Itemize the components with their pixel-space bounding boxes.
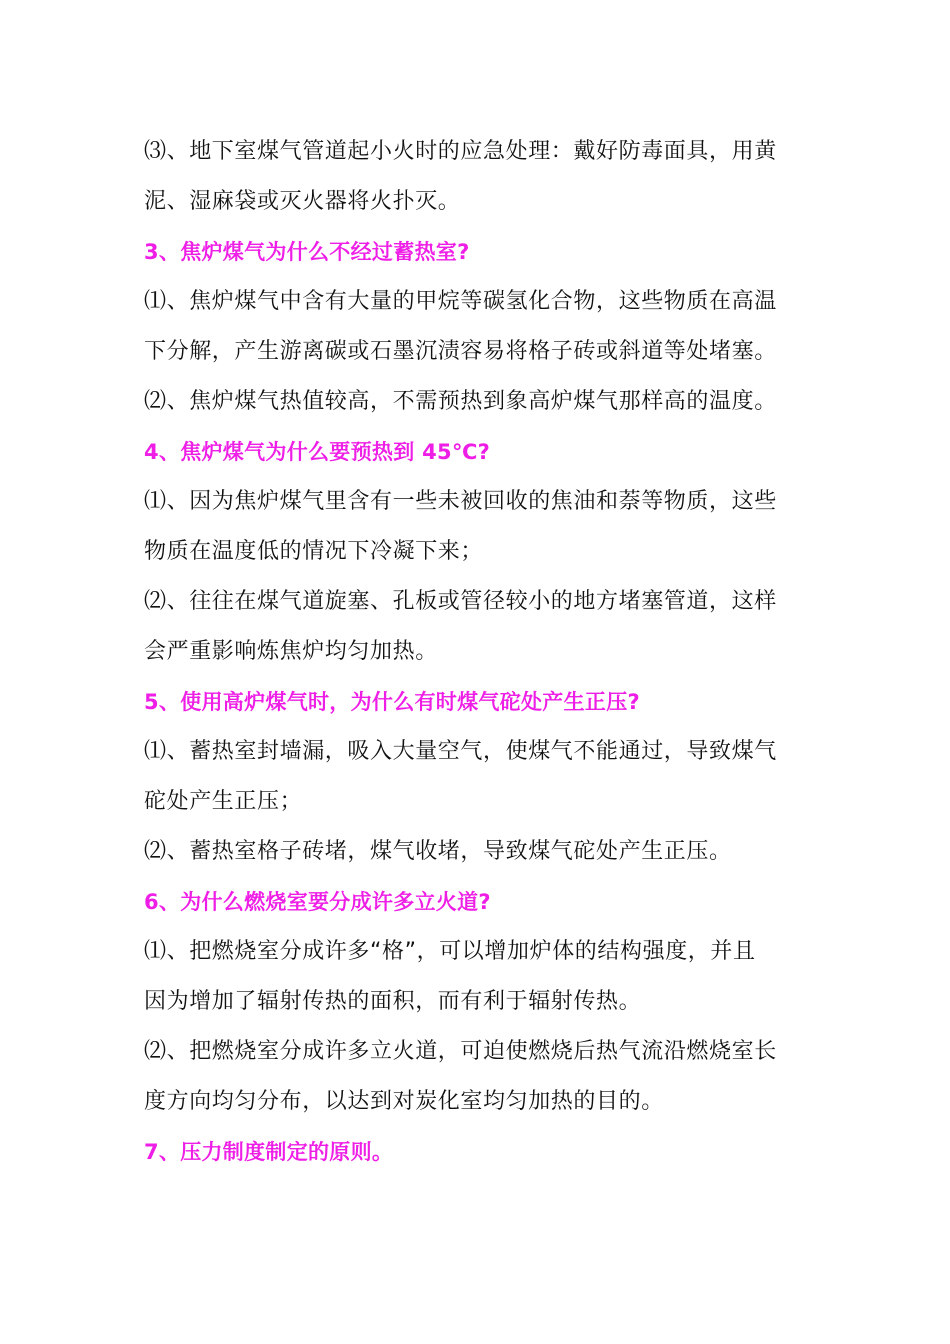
document-body (144, 127, 808, 1177)
question-heading: 4、焦炉煤气为什么要预热到 45℃? (144, 440, 491, 464)
question-heading: 6、为什么燃烧室要分成许多立火道? (144, 890, 491, 914)
paragraph-line: ⑵、蓄热室格子砖堵，煤气收堵，导致煤气砣处产生正压。 (144, 839, 732, 864)
paragraph-line: ⑵、焦炉煤气热值较高，不需预热到象高炉煤气那样高的温度。 (144, 389, 777, 414)
paragraph-line: ⑵、往往在煤气道旋塞、孔板或管径较小的地方堵塞管道，这样 (144, 589, 777, 614)
paragraph-line: 下分解，产生游离碳或石墨沉渍容易将格子砖或斜道等处堵塞。 (144, 339, 777, 364)
paragraph-line: 砣处产生正压； (144, 789, 303, 814)
paragraph-line: 因为增加了辐射传热的面积，而有利于辐射传热。 (144, 989, 642, 1014)
paragraph-line: 会严重影响炼焦炉均匀加热。 (144, 639, 438, 664)
paragraph-line: 泥、湿麻袋或灭火器将火扑灭。 (144, 189, 461, 214)
paragraph-line: ⑴、蓄热室封墙漏，吸入大量空气，使煤气不能通过，导致煤气 (144, 739, 777, 764)
paragraph-line: 度方向均匀分布，以达到对炭化室均匀加热的目的。 (144, 1089, 664, 1114)
question-heading: 5、使用高炉煤气时，为什么有时煤气砣处产生正压? (144, 690, 640, 714)
question-heading: 7、压力制度制定的原则。 (144, 1140, 394, 1164)
paragraph-line: ⑴、把燃烧室分成许多“格”，可以增加炉体的结构强度，并且 (144, 939, 756, 964)
paragraph-line: ⑴、因为焦炉煤气里含有一些未被回收的焦油和萘等物质，这些 (144, 489, 777, 514)
paragraph-line: ⑶、地下室煤气管道起小火时的应急处理：戴好防毒面具，用黄 (144, 139, 777, 164)
paragraph-line: ⑵、把燃烧室分成许多立火道，可迫使燃烧后热气流沿燃烧室长 (144, 1039, 777, 1064)
paragraph-line: 物质在温度低的情况下冷凝下来； (144, 539, 484, 564)
paragraph-line: ⑴、焦炉煤气中含有大量的甲烷等碳氢化合物，这些物质在高温 (144, 289, 777, 314)
question-heading: 3、焦炉煤气为什么不经过蓄热室? (144, 240, 470, 264)
